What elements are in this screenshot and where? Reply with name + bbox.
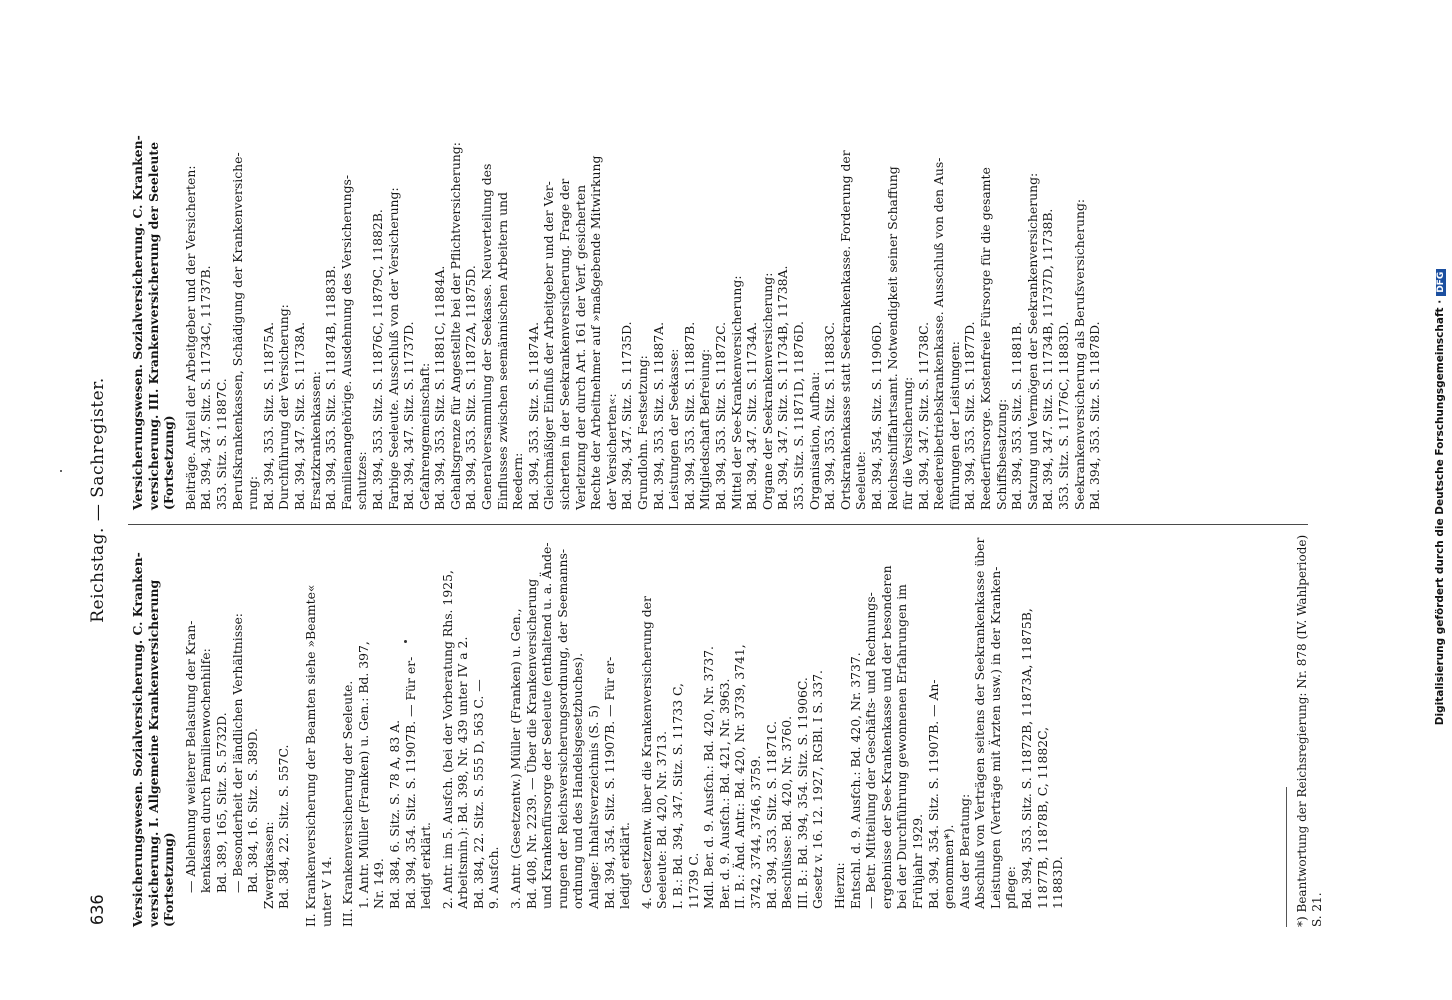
entry-gehaltsgrenze: Gehaltsgrenze für Angestellte bei der Pflichtversicherung: Bd. 394, 353. Sitz. S. 11872A, 11875D. — [447, 142, 479, 510]
running-title: Reichstag. — Sachregister. — [88, 377, 108, 623]
right-column — [130, 115, 1103, 510]
footnote-rule — [1286, 787, 1287, 927]
digitization-sidebar — [1416, 4, 1446, 994]
column-divider — [128, 524, 1308, 525]
footnote: *) Beantwortung der Reichsregierung: Nr. 878 (IV. Wahlperiode) S. 21. — [1295, 534, 1324, 927]
entry-organe: Organe der Seekrankenversicherung: Bd. 394, 347. Sitz. S. 11734B, 11738A. 353. Sitz. S. 11871D, 11876D. — [759, 265, 806, 510]
scan-speck — [404, 640, 407, 643]
entry-gleichmaessiger-einfluss: Gleichmäßiger Einfluß der Arbeitgeber und der Ver- sicherten in der Seekrankenversicherung. Frage der Verletzung der durch Art. 161 der Verf. gesicherten Rechte der Arbeitnehmer auf »maßgebende Mitwirkung der Versicherten«: Bd. 394, 347. Sitz. S. 11735D. — [541, 155, 635, 510]
entry-mittel: Mittel der See-Krankenversicherung: Bd. 394, 347. Sitz. S. 11734A. — [728, 275, 760, 510]
entry-grundlohn: Grundlohn. Festsetzung: Bd. 394, 353. Sitz. S. 11887A. — [635, 321, 666, 510]
entry-gesetzentwurf-4: 4. Gesetzentw. über die Krankenversicherung der Seeleute: Bd. 420, Nr. 3713. I. B.: Bd. 394, 347. Sitz. S. 11733 C, 11739 C. Mdl. Ber. d. 9. Ausfch.: Bd. 420, Nr. 3737. Ber. d. 9. Ausfch.: Bd. 421, Nr. 3963. II. B.: Änd. Antr.: Bd. 420, Nr. 3739, 3741, 3742, 3744, 3746, 3759. Bd. 394, 353. Sitz. S. 11871C. Beschlüsse: Bd. 420, Nr. 3760. III. B.: Bd. 394, 354. Sitz. S. 11906C. Gesetz v. 16. 12. 1927, RGBl. I S. 337. — [638, 596, 826, 909]
entry-antrag-2: 2. Antr. im 5. Ausfch. (bei der Vorberatung Rhs. 1925, Arbeitsmin.): Bd. 398, Nr. 439 unter IV a 2. Bd. 384, 22. Sitz. S. 555 D, 563 C. — 9. Ausfch. — [439, 570, 502, 909]
rotated-index-page — [50, 65, 1390, 935]
entry-ersatzkrankenkassen: Ersatzkrankenkassen: Bd. 394, 353. Sitz. S. 11874B, 11883B. — [307, 265, 339, 510]
entry-antrag-3: 3. Antr. (Gesetzentw.) Müller (Franken) u. Gen., Bd. 408, Nr. 2239. — Über die Krankenversicherung und Krankenfürsorge der Seeleute (enthaltend u. a. Ände- rungen der Reichsversicherungsordnung, der Seemanns- ordnung und des Handelsgesetzbuches). Anlage: Inhaltsverzeichnis (S. 5) Bd. 394, 354. Sitz. S. 11907B. — Für er- ledigt erklärt. — [508, 542, 633, 909]
entry-familienwochenhilfe: — Ablehnung weiterer Belastung der Kran- kenkassen durch Familienwochenhilfe: Bd. 389, 165, Sitz. S. 5732D. — [182, 620, 229, 893]
entry-farbige-seeleute: Farbige Seeleute. Ausschluß von der Versicherung: Bd. 394, 347. Sitz. S. 11737D. — [385, 187, 417, 510]
entry-durchfuehrung: Durchführung der Versicherung: Bd. 394, 347. Sitz. S. 11738A. — [276, 304, 307, 510]
page-header — [88, 65, 120, 935]
scan-speck — [60, 470, 62, 472]
entry-mitgliedschaft: Mitgliedschaft Befreiung: Bd. 394, 353. Sitz. S. 11872C. — [697, 321, 728, 510]
entry-organisation: Organisation, Aufbau: Bd. 394, 353. Sitz. S. 11883C. — [806, 321, 838, 510]
entry-beitraege: Beiträge. Anteil der Arbeitgeber und der Versicherten: Bd. 394, 347. Sitz. S. 11734C, 11737B. 353. Sitz. S. 11887C. — [182, 165, 229, 510]
entry-gefahrengemeinschaft: Gefahrengemeinschaft: Bd. 394, 353. Sitz. S. 11881C, 11884A. — [416, 265, 448, 510]
entry-familienangehoerige: Familienangehörige. Ausdehnung des Versicherungs- schutzes: Bd. 394, 353. Sitz. S. 11876C, 11879C, 11882B. — [338, 174, 385, 510]
left-column — [130, 532, 1066, 927]
entry-reedereibetriebskrankenkasse: Reedereibetriebskrankenkasse. Ausschluß von den Aus- führungen der Leistungen: Bd. 394, 353. Sitz. S. 11877D. — [931, 157, 978, 510]
left-heading: Versicherungswesen. Sozialversicherung. C. Kranken- versicherung. I. Allgemeine Krankenversicherung (Fortsetzung) — [130, 552, 177, 927]
entry-leistungen: Leistungen der Seekasse: Bd. 394, 353. Sitz. S. 11887B. — [666, 321, 697, 510]
page-number: 636 — [88, 894, 108, 925]
entry-laendliche-verhaeltnisse: — Besonderheit der ländlichen Verhältnisse: Bd. 384, 16. Sitz. S. 389D. — [229, 613, 261, 893]
entry-reichsschiffahrtsamt: Reichsschiffahrtsamt. Notwendigkeit seiner Schaffung für die Versicherung: Bd. 394, 347. Sitz. S. 11738C. — [884, 166, 931, 510]
entry-ortskrankenkasse: Ortskrankenkasse statt Seekrankenkasse. Forderung der Seeleute: Bd. 394, 354. Sitz. S. 11906D. — [837, 150, 884, 510]
section-iii-seeleute: III. Krankenversicherung der Seeleute. — [340, 680, 356, 927]
dfg-logo: DFG — [1436, 269, 1446, 296]
sidebar-credit: Digitalisierung gefördert durch die Deutsche Forschungsgemeinschaft · — [1434, 299, 1446, 726]
entry-zwergkassen: Zwergkassen: Bd. 384, 22. Sitz. S. 557C. — [260, 744, 292, 909]
entry-seekrankenversicherung: Seekrankenversicherung als Berufsversicherung: Bd. 394, 353. Sitz. S. 11878D. — [1071, 198, 1103, 510]
entry-berufskrankenkassen: Berufskrankenkassen, Schädigung der Krankenversiche- rung: Bd. 394, 353. Sitz. S. 11875A. — [229, 152, 276, 510]
entry-hierzu: Hierzu: Entschl. d. 9. Ausfch.: Bd. 420, Nr. 3737. — Betr. Mitteilung der Geschäfts- und Rechnungs- ergebnisse der See-Krankenkasse und der besonderen bei der Durchführung gewonnenen Erfahrungen im Frühjahr 1929. Bd. 394, 354. Sitz. S. 11907B. — An- genommen*). Aus der Beratung: Abschluß von Verträgen seitens der Seekrankenkasse über Leistungen (Verträge mit Ärzten usw.) in der Kranken- pflege: Bd. 394, 353. Sitz. S. 11872B, 11873A, 11875B, 11877B, 11878B, C, 11882C, 11883D. — [831, 537, 1066, 909]
sidebar-text-rotated — [1434, 2, 1452, 992]
right-heading: Versicherungswesen. Sozialversicherung. C. Kranken- versicherung. III. Krankenversicherung der Seeleute (Fortsetzung) — [130, 135, 177, 510]
entry-reederfuersorge: Reederfürsorge. Kostenfreie Fürsorge für die gesamte Schiffsbesatzung: Bd. 394, 353. Sitz. S. 11881B. — [978, 167, 1025, 510]
entry-antrag-1: 1. Antr. Müller (Franken) u. Gen.: Bd. 397, Nr. 149. Bd. 384, 6. Sitz. S. 78 A, 83 A. Bd. 394, 354. Sitz. S. 11907B. — Für er- ledigt erklärt. — [355, 641, 434, 909]
section-ii-beamte: II. Krankenversicherung der Beamten siehe »Beamte« unter V 14. — [302, 584, 334, 927]
entry-generalversammlung: Generalversammlung der Seekasse. Neuverteilung des Einflusses zwischen seemännischen Arbeitern und Reedern: Bd. 394, 353. Sitz. S. 11874A. — [479, 163, 541, 510]
entry-satzung: Satzung und Vermögen der Seekrankenversicherung: Bd. 394, 347. Sitz. S. 11734B, 11737D, 11738B. 353. Sitz. S. 11776C, 11883D. — [1024, 172, 1072, 510]
